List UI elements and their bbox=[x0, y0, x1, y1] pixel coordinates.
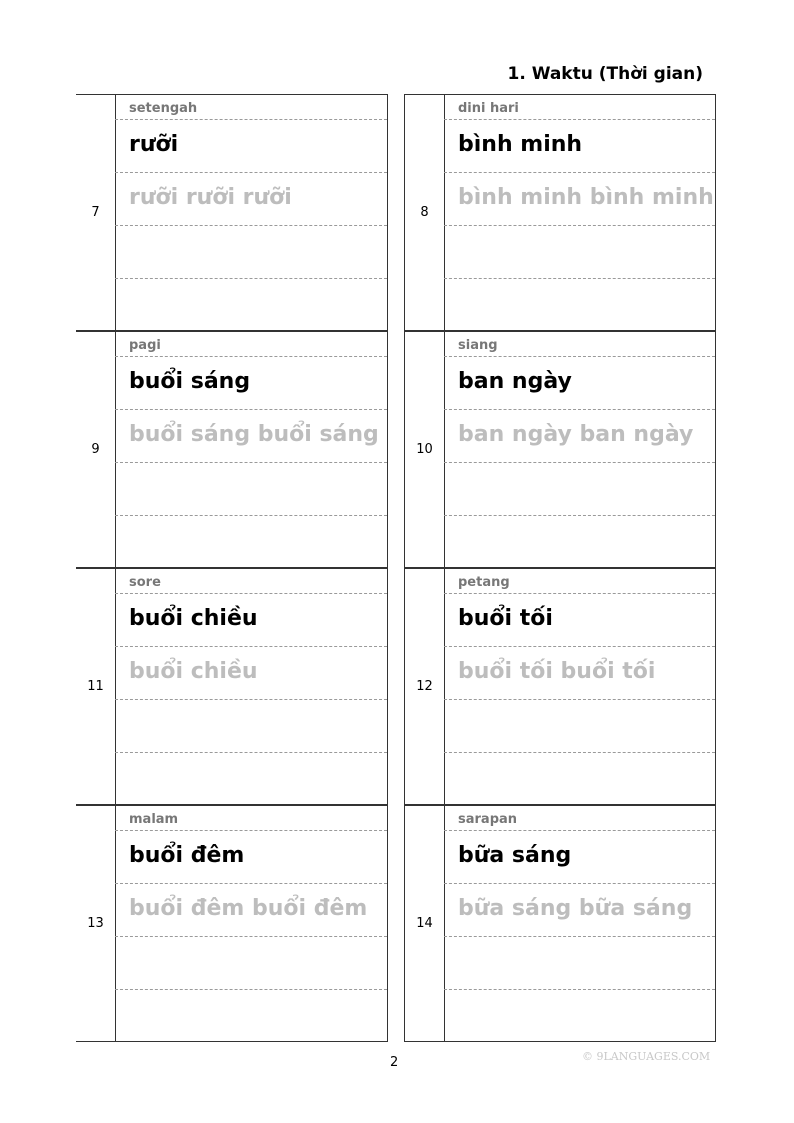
trace-text: rưỡi rưỡi rưỡi bbox=[129, 185, 292, 210]
number-column bbox=[405, 806, 445, 1041]
number-column bbox=[76, 806, 116, 1041]
vocab-card bbox=[404, 331, 716, 568]
vocab-card bbox=[404, 805, 716, 1042]
trace-text: buổi tối buổi tối bbox=[458, 659, 656, 684]
number-column bbox=[76, 569, 116, 804]
writing-line bbox=[444, 990, 715, 1042]
card-content bbox=[444, 332, 715, 567]
trace-text: buổi sáng buổi sáng bbox=[129, 422, 379, 447]
vocab-card bbox=[76, 568, 388, 805]
number-column bbox=[76, 95, 116, 330]
vocab-card bbox=[76, 331, 388, 568]
card-number: 14 bbox=[416, 916, 433, 931]
vocab-word: buổi chiều bbox=[129, 606, 258, 631]
vocab-word: buổi sáng bbox=[129, 369, 251, 394]
hint-text: malam bbox=[129, 812, 179, 827]
writing-line bbox=[115, 463, 387, 516]
trace-text: bữa sáng bữa sáng bbox=[458, 896, 693, 921]
writing-line bbox=[444, 753, 715, 805]
number-column bbox=[405, 95, 445, 330]
trace-text: buổi đêm buổi đêm bbox=[129, 896, 368, 921]
card-number: 13 bbox=[87, 916, 104, 931]
hint-text: pagi bbox=[129, 338, 161, 353]
writing-line bbox=[115, 990, 387, 1042]
card-content bbox=[444, 806, 715, 1041]
hint-text: sarapan bbox=[458, 812, 518, 827]
vocab-word: ban ngày bbox=[458, 369, 572, 394]
card-number: 11 bbox=[87, 679, 104, 694]
card-number: 10 bbox=[416, 442, 433, 457]
writing-line bbox=[444, 279, 715, 331]
trace-text: bình minh bình minh bbox=[458, 185, 714, 210]
vocab-word: rưỡi bbox=[129, 132, 179, 157]
writing-line bbox=[444, 226, 715, 279]
vocab-card bbox=[76, 805, 388, 1042]
hint-text: dini hari bbox=[458, 101, 519, 116]
number-column bbox=[76, 332, 116, 567]
writing-line bbox=[115, 279, 387, 331]
card-content bbox=[115, 569, 387, 804]
writing-line bbox=[115, 516, 387, 568]
hint-text: sore bbox=[129, 575, 161, 590]
vocab-word: buổi tối bbox=[458, 606, 553, 631]
writing-line bbox=[444, 516, 715, 568]
hint-text: setengah bbox=[129, 101, 198, 116]
hint-text: petang bbox=[458, 575, 510, 590]
card-number: 8 bbox=[420, 205, 429, 220]
page-title: 1. Waktu (Thời gian) bbox=[507, 64, 703, 84]
number-column bbox=[405, 569, 445, 804]
card-content bbox=[444, 569, 715, 804]
writing-line bbox=[115, 700, 387, 753]
copyright-text: © 9LANGUAGES.COM bbox=[582, 1050, 711, 1063]
vocab-card bbox=[404, 94, 716, 331]
hint-text: siang bbox=[458, 338, 498, 353]
card-number: 9 bbox=[91, 442, 100, 457]
card-content bbox=[115, 806, 387, 1041]
page-number: 2 bbox=[390, 1055, 399, 1070]
writing-line bbox=[444, 937, 715, 990]
card-number: 7 bbox=[91, 205, 100, 220]
vocab-word: bữa sáng bbox=[458, 843, 572, 868]
card-content bbox=[115, 95, 387, 330]
vocab-card bbox=[404, 568, 716, 805]
card-number: 12 bbox=[416, 679, 433, 694]
writing-line bbox=[115, 937, 387, 990]
writing-line bbox=[444, 463, 715, 516]
writing-line bbox=[115, 226, 387, 279]
card-content bbox=[115, 332, 387, 567]
writing-line bbox=[115, 753, 387, 805]
vocab-card bbox=[76, 94, 388, 331]
writing-line bbox=[444, 700, 715, 753]
number-column bbox=[405, 332, 445, 567]
vocab-word: buổi đêm bbox=[129, 843, 245, 868]
vocab-word: bình minh bbox=[458, 132, 583, 157]
trace-text: buổi chiều bbox=[129, 659, 258, 684]
trace-text: ban ngày ban ngày bbox=[458, 422, 694, 447]
card-content bbox=[444, 95, 715, 330]
